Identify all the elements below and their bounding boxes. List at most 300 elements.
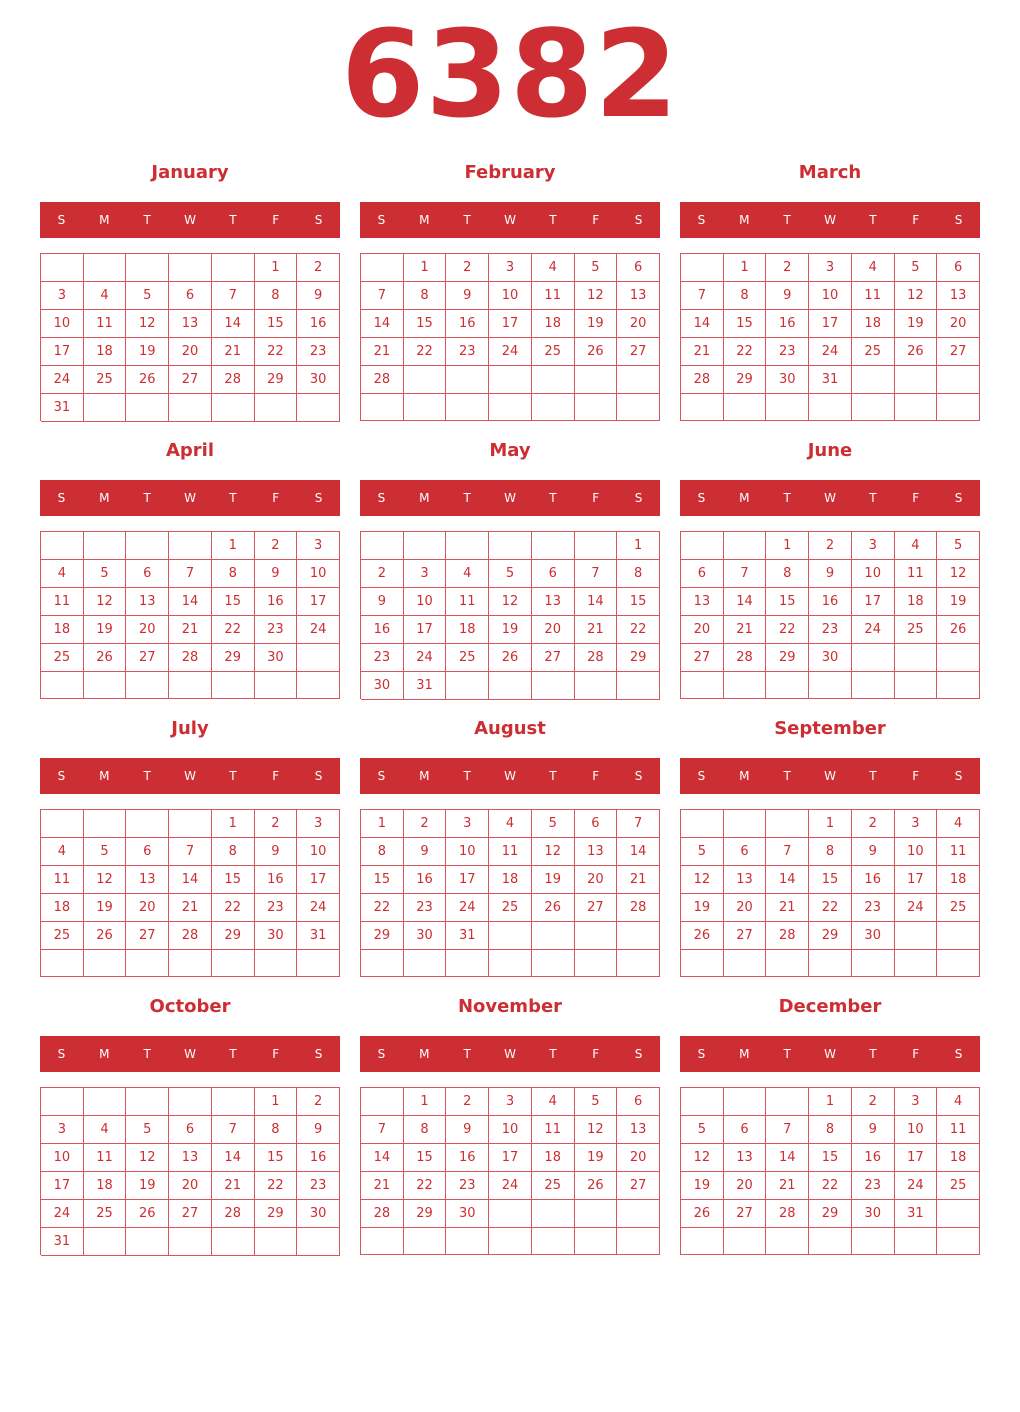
- day-cell: 13: [575, 838, 618, 866]
- empty-day-cell: [532, 532, 575, 560]
- empty-day-cell: [489, 922, 532, 950]
- day-cell: 4: [84, 1116, 127, 1144]
- empty-day-cell: [255, 394, 298, 422]
- day-cell: 13: [937, 282, 980, 310]
- empty-day-cell: [809, 950, 852, 977]
- day-cell: 10: [404, 588, 447, 616]
- day-cell: 9: [766, 282, 809, 310]
- day-cell: 7: [617, 810, 660, 838]
- day-cell: 26: [532, 894, 575, 922]
- day-grid: [680, 809, 980, 977]
- day-cell: 31: [41, 394, 84, 422]
- day-cell: 7: [169, 560, 212, 588]
- day-cell: 11: [489, 838, 532, 866]
- day-cell: 23: [852, 894, 895, 922]
- day-cell: 28: [766, 1200, 809, 1228]
- day-cell: 5: [532, 810, 575, 838]
- empty-day-cell: [41, 950, 84, 977]
- weekday-label: W: [504, 213, 516, 227]
- weekday-label: S: [954, 1047, 963, 1061]
- day-cell: 3: [895, 1088, 938, 1116]
- empty-day-cell: [41, 532, 84, 560]
- day-cell: 9: [809, 560, 852, 588]
- day-cell: 17: [297, 588, 340, 616]
- empty-day-cell: [84, 1088, 127, 1116]
- empty-day-cell: [446, 1228, 489, 1255]
- day-cell: 13: [617, 1116, 660, 1144]
- day-cell: 27: [724, 922, 767, 950]
- day-cell: 6: [532, 560, 575, 588]
- day-grid: [40, 809, 340, 977]
- empty-day-cell: [681, 1088, 724, 1116]
- weekday-label: S: [954, 491, 963, 505]
- day-cell: 26: [126, 1200, 169, 1228]
- weekday-label: M: [99, 1047, 110, 1061]
- weekday-header: [360, 480, 660, 516]
- day-cell: 14: [766, 866, 809, 894]
- weekday-label: W: [184, 213, 196, 227]
- empty-day-cell: [937, 1228, 980, 1255]
- day-cell: 25: [41, 644, 84, 672]
- day-cell: 11: [532, 282, 575, 310]
- day-cell: 31: [809, 366, 852, 394]
- day-cell: 7: [361, 282, 404, 310]
- day-cell: 10: [489, 1116, 532, 1144]
- day-cell: 20: [169, 1172, 212, 1200]
- day-cell: 29: [361, 922, 404, 950]
- empty-day-cell: [937, 922, 980, 950]
- day-cell: 25: [446, 644, 489, 672]
- day-cell: 21: [681, 338, 724, 366]
- day-cell: 27: [937, 338, 980, 366]
- empty-day-cell: [724, 1228, 767, 1255]
- empty-day-cell: [404, 532, 447, 560]
- day-cell: 28: [617, 894, 660, 922]
- day-cell: 19: [84, 894, 127, 922]
- empty-day-cell: [169, 254, 212, 282]
- day-cell: 29: [809, 922, 852, 950]
- day-cell: 15: [809, 1144, 852, 1172]
- day-cell: 12: [126, 310, 169, 338]
- day-cell: 17: [895, 1144, 938, 1172]
- empty-day-cell: [724, 532, 767, 560]
- empty-day-cell: [575, 1200, 618, 1228]
- empty-day-cell: [766, 950, 809, 977]
- day-cell: 7: [766, 838, 809, 866]
- day-cell: 7: [681, 282, 724, 310]
- day-cell: 27: [126, 922, 169, 950]
- day-cell: 24: [895, 894, 938, 922]
- empty-day-cell: [724, 1088, 767, 1116]
- empty-day-cell: [297, 672, 340, 699]
- day-cell: 11: [84, 1144, 127, 1172]
- weekday-label: M: [739, 1047, 750, 1061]
- empty-day-cell: [895, 950, 938, 977]
- weekday-label: T: [869, 769, 877, 783]
- weekday-label: M: [419, 1047, 430, 1061]
- day-cell: 11: [937, 838, 980, 866]
- weekday-label: M: [739, 213, 750, 227]
- day-grid: [40, 1087, 340, 1255]
- empty-day-cell: [617, 366, 660, 394]
- day-cell: 6: [126, 560, 169, 588]
- day-cell: 8: [212, 560, 255, 588]
- day-grid: [360, 809, 660, 977]
- day-cell: 1: [212, 532, 255, 560]
- weekday-label: F: [592, 491, 600, 505]
- day-cell: 27: [575, 894, 618, 922]
- day-cell: 17: [297, 866, 340, 894]
- day-cell: 11: [532, 1116, 575, 1144]
- day-cell: 22: [766, 616, 809, 644]
- day-cell: 26: [84, 644, 127, 672]
- empty-day-cell: [617, 950, 660, 977]
- empty-day-cell: [126, 532, 169, 560]
- day-cell: 31: [297, 922, 340, 950]
- weekday-header: [680, 1036, 980, 1072]
- empty-day-cell: [212, 254, 255, 282]
- day-cell: 20: [617, 1144, 660, 1172]
- day-cell: 2: [297, 254, 340, 282]
- weekday-label: T: [549, 1047, 557, 1061]
- day-cell: 23: [446, 1172, 489, 1200]
- day-cell: 28: [361, 366, 404, 394]
- month-name: October: [149, 996, 231, 1017]
- day-cell: 10: [852, 560, 895, 588]
- day-cell: 17: [404, 616, 447, 644]
- day-cell: 12: [532, 838, 575, 866]
- empty-day-cell: [41, 672, 84, 699]
- day-cell: 26: [681, 922, 724, 950]
- day-cell: 20: [724, 1172, 767, 1200]
- day-cell: 20: [937, 310, 980, 338]
- day-cell: 19: [681, 1172, 724, 1200]
- day-cell: 13: [617, 282, 660, 310]
- day-cell: 13: [126, 588, 169, 616]
- empty-day-cell: [361, 394, 404, 421]
- empty-day-cell: [617, 1228, 660, 1255]
- day-cell: 18: [84, 1172, 127, 1200]
- empty-day-cell: [937, 394, 980, 421]
- day-cell: 7: [766, 1116, 809, 1144]
- empty-day-cell: [681, 672, 724, 699]
- day-cell: 27: [126, 644, 169, 672]
- weekday-label: T: [549, 213, 557, 227]
- empty-day-cell: [126, 394, 169, 422]
- day-cell: 9: [446, 1116, 489, 1144]
- day-cell: 22: [361, 894, 404, 922]
- day-cell: 19: [532, 866, 575, 894]
- day-cell: 25: [895, 616, 938, 644]
- day-cell: 26: [84, 922, 127, 950]
- day-cell: 28: [212, 1200, 255, 1228]
- empty-day-cell: [724, 394, 767, 421]
- weekday-label: S: [314, 1047, 323, 1061]
- day-cell: 18: [446, 616, 489, 644]
- weekday-label: M: [99, 769, 110, 783]
- day-cell: 30: [852, 1200, 895, 1228]
- day-cell: 5: [126, 282, 169, 310]
- day-cell: 17: [852, 588, 895, 616]
- day-cell: 9: [852, 1116, 895, 1144]
- day-cell: 6: [126, 838, 169, 866]
- empty-day-cell: [126, 1088, 169, 1116]
- day-cell: 24: [297, 616, 340, 644]
- day-cell: 12: [681, 1144, 724, 1172]
- weekday-label: W: [504, 491, 516, 505]
- day-cell: 23: [404, 894, 447, 922]
- day-cell: 27: [532, 644, 575, 672]
- weekday-label: S: [314, 769, 323, 783]
- day-grid: [360, 253, 660, 421]
- day-cell: 21: [617, 866, 660, 894]
- day-cell: 23: [766, 338, 809, 366]
- empty-day-cell: [446, 394, 489, 421]
- empty-day-cell: [84, 532, 127, 560]
- empty-day-cell: [532, 1228, 575, 1255]
- day-grid: [360, 1087, 660, 1255]
- empty-day-cell: [489, 1228, 532, 1255]
- day-cell: 2: [446, 254, 489, 282]
- day-cell: 20: [724, 894, 767, 922]
- day-cell: 22: [212, 616, 255, 644]
- empty-day-cell: [852, 644, 895, 672]
- day-cell: 3: [895, 810, 938, 838]
- weekday-label: F: [272, 1047, 280, 1061]
- day-cell: 31: [41, 1228, 84, 1256]
- empty-day-cell: [895, 672, 938, 699]
- weekday-label: T: [783, 1047, 791, 1061]
- empty-day-cell: [361, 1088, 404, 1116]
- day-cell: 19: [575, 310, 618, 338]
- day-cell: 1: [255, 1088, 298, 1116]
- day-cell: 1: [361, 810, 404, 838]
- empty-day-cell: [212, 1088, 255, 1116]
- empty-day-cell: [895, 922, 938, 950]
- month-name: May: [489, 440, 531, 461]
- day-cell: 23: [361, 644, 404, 672]
- day-cell: 15: [212, 588, 255, 616]
- day-cell: 6: [169, 282, 212, 310]
- day-cell: 6: [617, 254, 660, 282]
- day-cell: 10: [41, 1144, 84, 1172]
- day-cell: 24: [41, 366, 84, 394]
- day-cell: 21: [212, 1172, 255, 1200]
- day-cell: 4: [937, 1088, 980, 1116]
- weekday-label: T: [143, 769, 151, 783]
- weekday-label: S: [377, 213, 386, 227]
- weekday-label: W: [184, 769, 196, 783]
- day-cell: 10: [895, 1116, 938, 1144]
- day-cell: 15: [361, 866, 404, 894]
- weekday-label: T: [463, 213, 471, 227]
- day-cell: 28: [212, 366, 255, 394]
- day-cell: 24: [489, 338, 532, 366]
- day-cell: 17: [489, 310, 532, 338]
- day-cell: 29: [255, 1200, 298, 1228]
- empty-day-cell: [852, 394, 895, 421]
- day-cell: 9: [852, 838, 895, 866]
- day-cell: 31: [446, 922, 489, 950]
- day-cell: 3: [446, 810, 489, 838]
- day-cell: 14: [681, 310, 724, 338]
- empty-day-cell: [532, 394, 575, 421]
- day-cell: 4: [84, 282, 127, 310]
- day-cell: 26: [126, 366, 169, 394]
- day-cell: 14: [575, 588, 618, 616]
- weekday-label: S: [57, 491, 66, 505]
- day-cell: 29: [212, 644, 255, 672]
- day-cell: 10: [809, 282, 852, 310]
- empty-day-cell: [681, 532, 724, 560]
- day-cell: 29: [212, 922, 255, 950]
- day-cell: 8: [724, 282, 767, 310]
- empty-day-cell: [41, 1088, 84, 1116]
- day-cell: 28: [575, 644, 618, 672]
- empty-day-cell: [126, 810, 169, 838]
- weekday-label: W: [184, 491, 196, 505]
- day-cell: 24: [297, 894, 340, 922]
- day-cell: 29: [617, 644, 660, 672]
- day-cell: 10: [489, 282, 532, 310]
- day-cell: 28: [361, 1200, 404, 1228]
- day-cell: 1: [404, 1088, 447, 1116]
- day-cell: 11: [446, 588, 489, 616]
- day-cell: 16: [809, 588, 852, 616]
- day-cell: 5: [126, 1116, 169, 1144]
- empty-day-cell: [617, 1200, 660, 1228]
- day-cell: 16: [446, 310, 489, 338]
- day-cell: 20: [126, 616, 169, 644]
- empty-day-cell: [126, 950, 169, 977]
- day-cell: 29: [766, 644, 809, 672]
- weekday-label: T: [783, 491, 791, 505]
- day-cell: 4: [937, 810, 980, 838]
- day-cell: 18: [532, 1144, 575, 1172]
- weekday-label: T: [783, 213, 791, 227]
- day-cell: 8: [255, 282, 298, 310]
- weekday-label: S: [377, 491, 386, 505]
- day-cell: 12: [126, 1144, 169, 1172]
- empty-day-cell: [724, 950, 767, 977]
- day-cell: 12: [84, 866, 127, 894]
- day-cell: 15: [404, 1144, 447, 1172]
- day-cell: 23: [852, 1172, 895, 1200]
- day-cell: 9: [404, 838, 447, 866]
- day-cell: 25: [489, 894, 532, 922]
- day-cell: 18: [489, 866, 532, 894]
- day-cell: 14: [766, 1144, 809, 1172]
- empty-day-cell: [361, 950, 404, 977]
- empty-day-cell: [489, 532, 532, 560]
- day-cell: 26: [937, 616, 980, 644]
- empty-day-cell: [681, 254, 724, 282]
- day-cell: 18: [852, 310, 895, 338]
- day-cell: 21: [575, 616, 618, 644]
- day-cell: 3: [489, 254, 532, 282]
- day-cell: 2: [852, 1088, 895, 1116]
- empty-day-cell: [84, 1228, 127, 1256]
- empty-day-cell: [809, 1228, 852, 1255]
- empty-day-cell: [169, 1228, 212, 1256]
- day-cell: 11: [41, 588, 84, 616]
- empty-day-cell: [766, 672, 809, 699]
- empty-day-cell: [617, 672, 660, 700]
- day-cell: 17: [41, 338, 84, 366]
- day-cell: 22: [809, 894, 852, 922]
- day-cell: 23: [446, 338, 489, 366]
- day-cell: 20: [617, 310, 660, 338]
- empty-day-cell: [169, 672, 212, 699]
- day-cell: 12: [575, 282, 618, 310]
- day-cell: 21: [766, 894, 809, 922]
- day-cell: 25: [937, 1172, 980, 1200]
- day-grid: [40, 253, 340, 421]
- day-cell: 4: [489, 810, 532, 838]
- empty-day-cell: [212, 672, 255, 699]
- day-cell: 27: [681, 644, 724, 672]
- weekday-label: T: [463, 491, 471, 505]
- empty-day-cell: [84, 672, 127, 699]
- weekday-label: W: [824, 213, 836, 227]
- weekday-label: M: [739, 491, 750, 505]
- weekday-label: T: [869, 491, 877, 505]
- day-cell: 30: [255, 922, 298, 950]
- day-cell: 2: [404, 810, 447, 838]
- month-name: December: [778, 996, 882, 1017]
- day-cell: 1: [212, 810, 255, 838]
- empty-day-cell: [255, 672, 298, 699]
- day-cell: 8: [809, 1116, 852, 1144]
- day-cell: 23: [255, 616, 298, 644]
- day-cell: 12: [489, 588, 532, 616]
- day-cell: 18: [41, 894, 84, 922]
- day-cell: 22: [809, 1172, 852, 1200]
- day-cell: 25: [84, 366, 127, 394]
- day-cell: 18: [532, 310, 575, 338]
- month-name: February: [464, 162, 556, 183]
- empty-day-cell: [489, 950, 532, 977]
- day-cell: 1: [809, 810, 852, 838]
- day-cell: 16: [404, 866, 447, 894]
- day-cell: 2: [297, 1088, 340, 1116]
- day-cell: 10: [446, 838, 489, 866]
- empty-day-cell: [255, 1228, 298, 1256]
- empty-day-cell: [169, 810, 212, 838]
- empty-day-cell: [895, 366, 938, 394]
- day-cell: 28: [724, 644, 767, 672]
- day-cell: 24: [404, 644, 447, 672]
- day-cell: 2: [809, 532, 852, 560]
- day-cell: 6: [169, 1116, 212, 1144]
- day-cell: 16: [255, 866, 298, 894]
- month-name: June: [807, 440, 853, 461]
- day-cell: 4: [446, 560, 489, 588]
- empty-day-cell: [532, 1200, 575, 1228]
- day-cell: 16: [255, 588, 298, 616]
- day-cell: 20: [575, 866, 618, 894]
- empty-day-cell: [724, 672, 767, 699]
- empty-day-cell: [84, 254, 127, 282]
- day-cell: 28: [169, 922, 212, 950]
- day-cell: 30: [404, 922, 447, 950]
- empty-day-cell: [41, 254, 84, 282]
- empty-day-cell: [404, 394, 447, 421]
- day-cell: 22: [255, 1172, 298, 1200]
- month-name: April: [165, 440, 215, 461]
- weekday-label: S: [954, 213, 963, 227]
- empty-day-cell: [297, 950, 340, 977]
